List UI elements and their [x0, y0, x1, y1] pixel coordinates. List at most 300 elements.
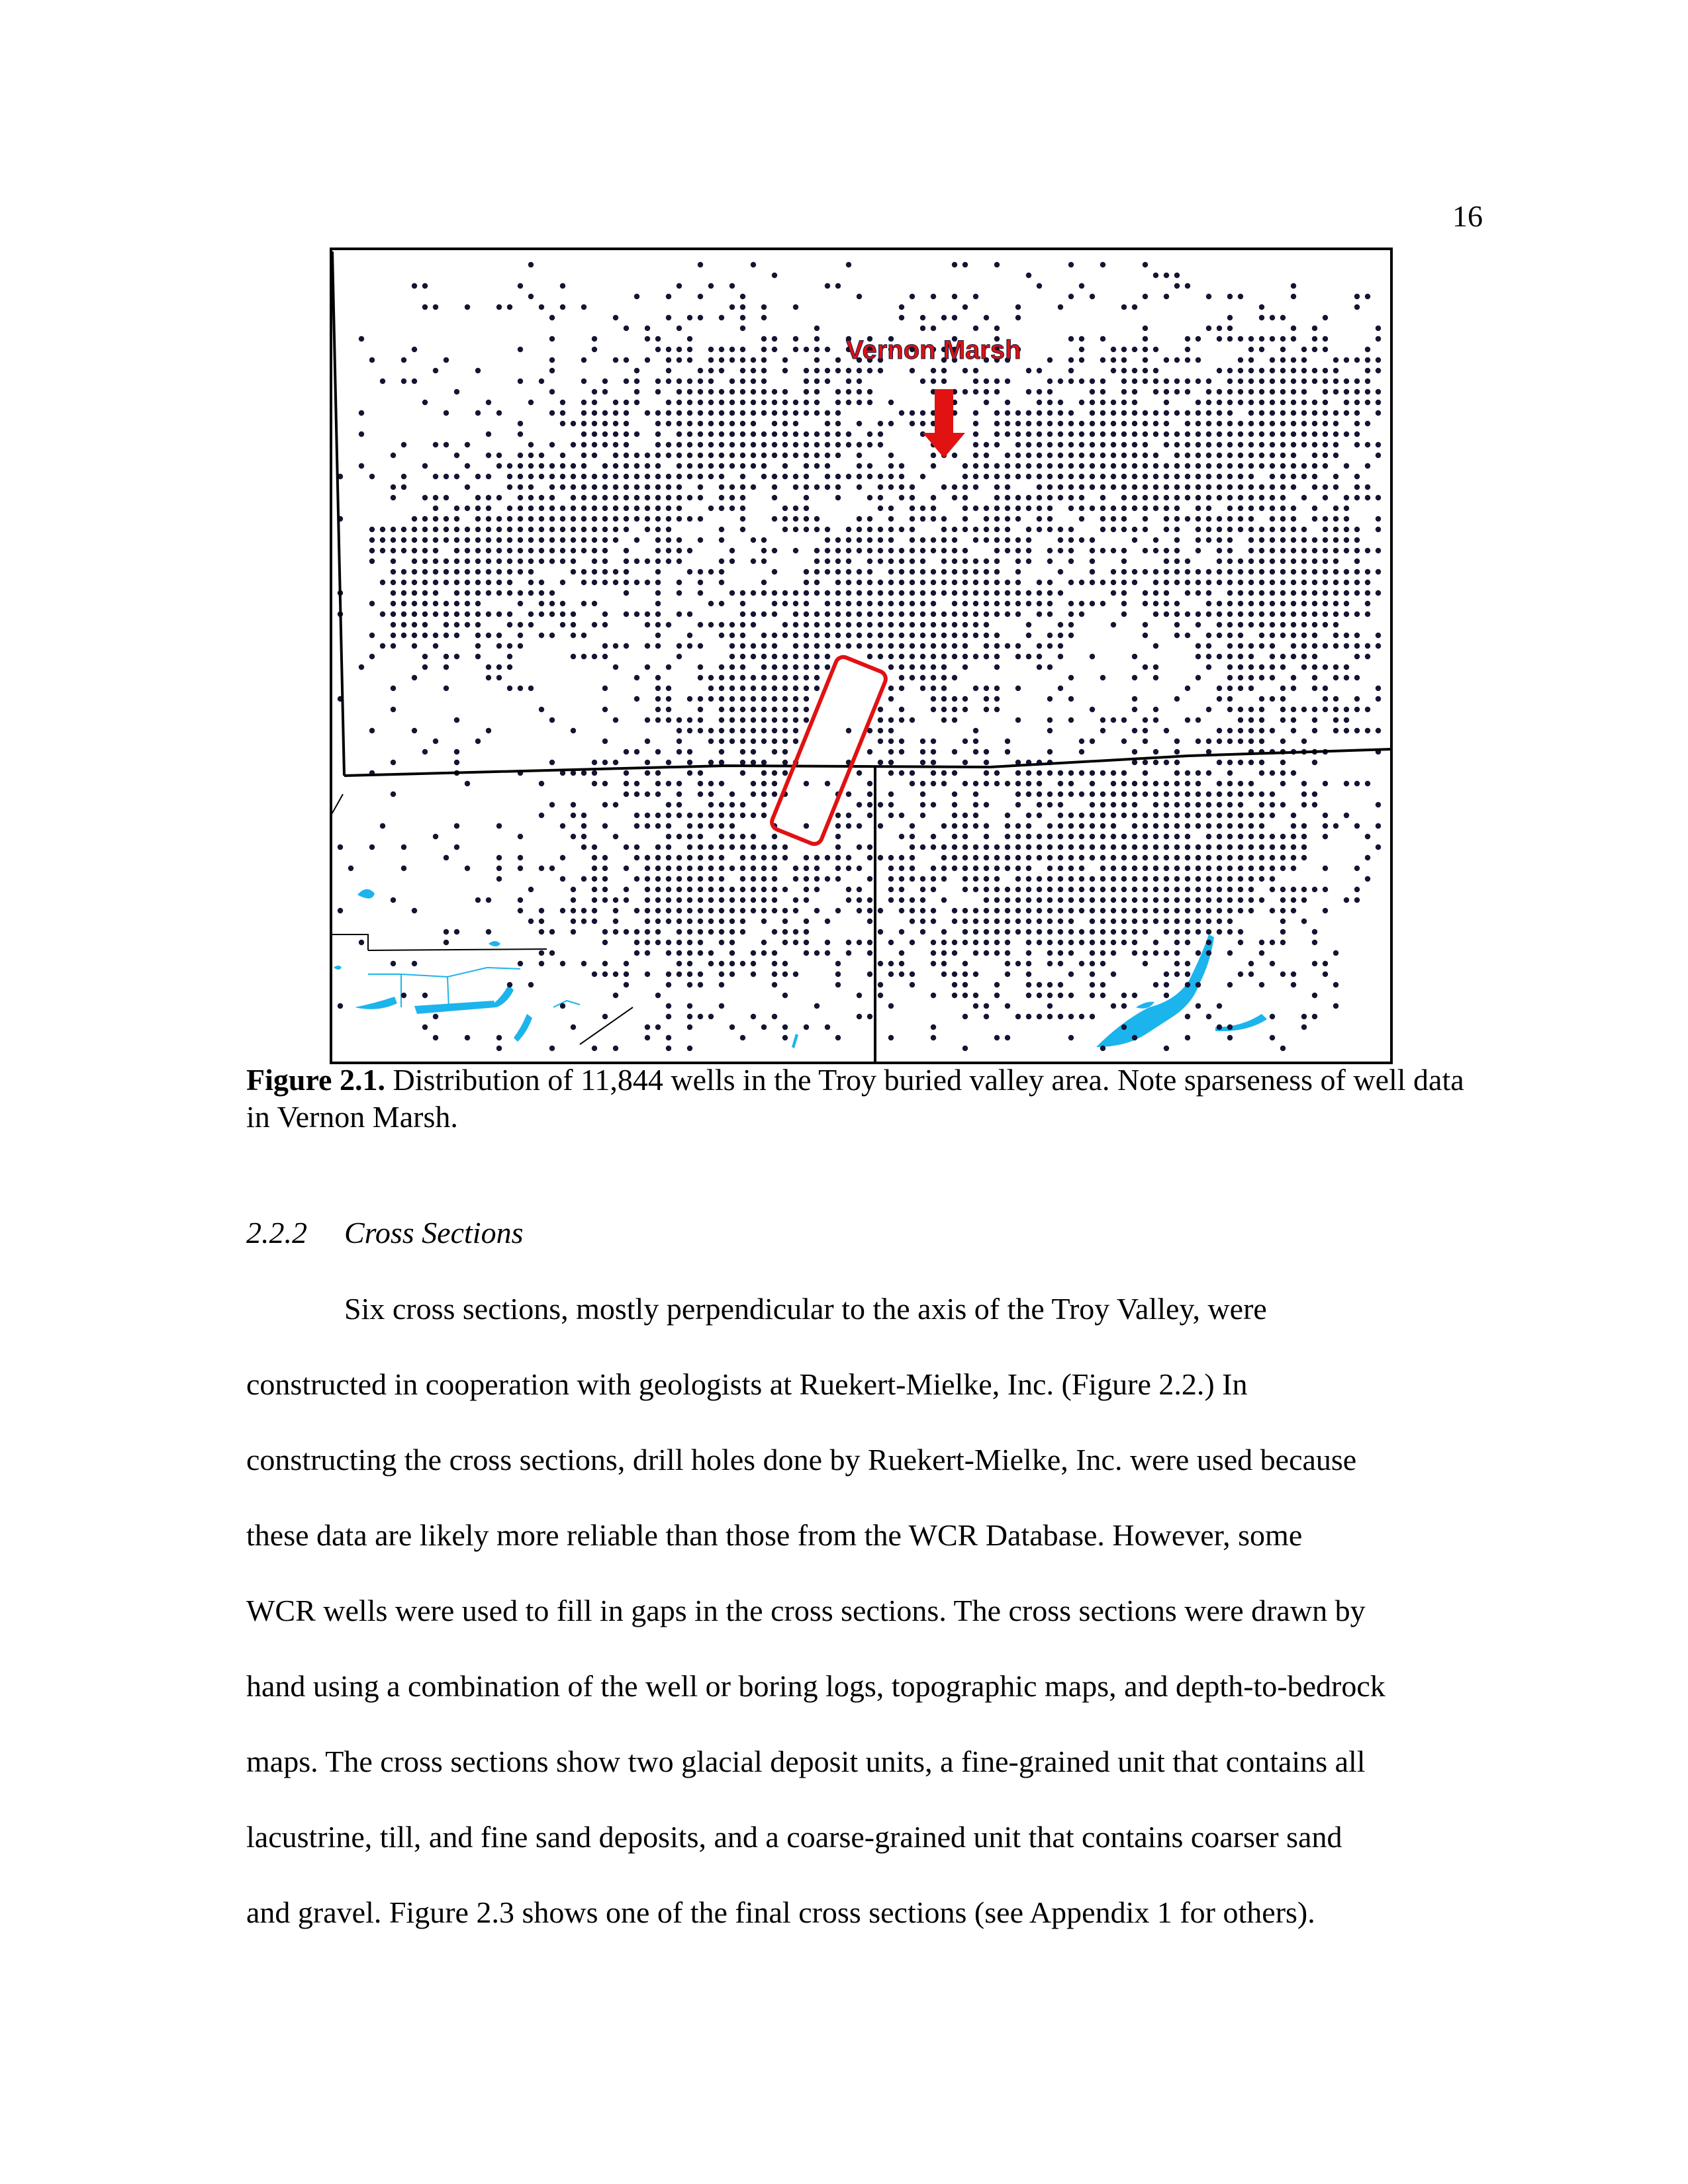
well-point: [549, 590, 555, 596]
well-point: [1121, 516, 1127, 522]
well-point: [984, 612, 989, 617]
well-point: [677, 739, 682, 744]
well-point: [549, 527, 555, 532]
well-point: [1248, 686, 1254, 691]
well-point: [687, 813, 692, 818]
well-point: [1174, 516, 1180, 522]
well-point: [1365, 569, 1370, 574]
well-point: [1259, 368, 1264, 373]
well-point: [380, 612, 385, 617]
well-point: [592, 453, 597, 458]
well-point: [1280, 357, 1286, 363]
well-point: [1100, 1046, 1105, 1051]
well-point: [1005, 506, 1010, 511]
well-point: [1185, 1014, 1190, 1019]
well-point: [1047, 940, 1053, 945]
well-point: [1206, 897, 1211, 903]
well-point: [814, 664, 820, 670]
well-point: [444, 410, 449, 416]
well-point: [634, 855, 639, 860]
well-point: [920, 887, 925, 892]
well-point: [518, 686, 523, 691]
well-point: [804, 781, 809, 786]
well-point: [687, 929, 692, 934]
well-point: [941, 580, 947, 585]
well-point: [1248, 866, 1254, 871]
well-point: [1270, 696, 1275, 702]
well-point: [486, 929, 491, 934]
well-point: [1270, 432, 1275, 437]
well-point: [1227, 834, 1233, 839]
well-point: [444, 537, 449, 543]
well-point: [1238, 633, 1243, 638]
well-point: [1301, 1014, 1307, 1019]
well-point: [1047, 897, 1053, 903]
well-point: [1100, 982, 1105, 987]
well-point: [920, 633, 925, 638]
well-point: [655, 495, 661, 500]
well-point: [888, 739, 894, 744]
well-point: [1238, 940, 1243, 945]
well-point: [1206, 432, 1211, 437]
well-point: [698, 876, 703, 882]
well-point: [761, 696, 767, 702]
well-point: [719, 887, 724, 892]
well-point: [369, 527, 375, 532]
well-point: [1259, 442, 1264, 447]
well-point: [708, 601, 714, 606]
well-point: [518, 908, 523, 913]
well-point: [549, 357, 555, 363]
well-point: [666, 707, 671, 712]
well-point: [571, 728, 576, 733]
well-point: [1301, 410, 1307, 416]
well-point: [899, 950, 904, 956]
well-point: [1259, 389, 1264, 394]
well-point: [984, 940, 989, 945]
well-point: [1143, 919, 1148, 924]
well-point: [1068, 770, 1074, 776]
well-point: [475, 368, 481, 373]
well-point: [1121, 453, 1127, 458]
well-point: [1217, 1003, 1222, 1009]
well-point: [1005, 463, 1010, 469]
well-point: [391, 760, 396, 765]
well-point: [581, 654, 586, 659]
well-point: [952, 590, 957, 596]
well-point: [677, 643, 682, 649]
well-point: [931, 1035, 936, 1040]
well-point: [729, 484, 735, 490]
well-point: [1143, 950, 1148, 956]
well-point: [645, 643, 650, 649]
well-point: [592, 781, 597, 786]
well-point: [867, 474, 872, 479]
well-point: [1174, 453, 1180, 458]
well-point: [1248, 675, 1254, 680]
well-point: [962, 696, 968, 702]
well-point: [1068, 612, 1074, 617]
well-point: [677, 887, 682, 892]
well-point: [899, 559, 904, 564]
well-point: [772, 400, 777, 405]
well-point: [1100, 484, 1105, 490]
well-point: [1100, 389, 1105, 394]
well-point: [888, 400, 894, 405]
well-point: [857, 897, 862, 903]
well-point: [1037, 792, 1042, 797]
well-point: [761, 315, 767, 320]
well-point: [994, 654, 1000, 659]
well-point: [1344, 389, 1349, 394]
well-point: [422, 463, 428, 469]
well-point: [1323, 834, 1328, 839]
well-point: [729, 972, 735, 977]
well-point: [1058, 379, 1063, 384]
well-point: [1090, 410, 1095, 416]
well-point: [814, 866, 820, 871]
arrow-shaft: [935, 389, 953, 434]
well-point: [941, 643, 947, 649]
well-point: [899, 569, 904, 574]
well-point: [1164, 474, 1169, 479]
well-point: [1143, 908, 1148, 913]
well-point: [1037, 463, 1042, 469]
well-point: [941, 961, 947, 966]
well-point: [772, 421, 777, 426]
well-point: [549, 717, 555, 723]
well-point: [1323, 453, 1328, 458]
well-point: [984, 866, 989, 871]
well-point: [698, 484, 703, 490]
well-point: [560, 612, 565, 617]
well-point: [857, 400, 862, 405]
well-point: [1100, 580, 1105, 585]
well-point: [1090, 432, 1095, 437]
well-point: [602, 516, 608, 522]
well-point: [729, 357, 735, 363]
well-point: [1058, 897, 1063, 903]
well-point: [1270, 855, 1275, 860]
well-point: [1270, 379, 1275, 384]
well-point: [507, 527, 512, 532]
well-point: [952, 612, 957, 617]
well-point: [1047, 717, 1053, 723]
well-point: [1227, 781, 1233, 786]
well-point: [888, 474, 894, 479]
well-point: [1344, 400, 1349, 405]
well-point: [1153, 410, 1158, 416]
well-point: [751, 834, 756, 839]
well-point: [1143, 495, 1148, 500]
well-point: [465, 537, 470, 543]
well-point: [1291, 559, 1296, 564]
well-point: [867, 495, 872, 500]
well-point: [1111, 569, 1116, 574]
well-point: [613, 897, 618, 903]
well-point: [1270, 940, 1275, 945]
well-point: [1227, 866, 1233, 871]
well-point: [687, 961, 692, 966]
well-point: [624, 569, 629, 574]
well-point: [624, 400, 629, 405]
well-point: [1111, 940, 1116, 945]
well-point: [1291, 283, 1296, 289]
well-point: [1312, 336, 1317, 341]
well-point: [1174, 792, 1180, 797]
well-point: [1301, 474, 1307, 479]
well-point: [1270, 654, 1275, 659]
well-point: [433, 569, 438, 574]
well-point: [867, 749, 872, 754]
well-point: [1270, 728, 1275, 733]
well-point: [867, 569, 872, 574]
well-point: [1280, 866, 1286, 871]
well-point: [1270, 516, 1275, 522]
well-point: [677, 866, 682, 871]
well-point: [1015, 516, 1021, 522]
well-point: [1227, 442, 1233, 447]
well-point: [1238, 336, 1243, 341]
well-point: [835, 283, 841, 289]
well-point: [433, 442, 438, 447]
well-point: [687, 347, 692, 352]
well-point: [761, 410, 767, 416]
well-point: [518, 484, 523, 490]
well-point: [846, 887, 851, 892]
well-point: [1153, 897, 1158, 903]
well-point: [634, 844, 639, 850]
well-point: [931, 675, 936, 680]
well-point: [1248, 622, 1254, 627]
well-point: [1079, 876, 1084, 882]
well-point: [602, 580, 608, 585]
well-point: [1153, 908, 1158, 913]
well-point: [994, 866, 1000, 871]
well-point: [740, 421, 745, 426]
well-point: [1312, 887, 1317, 892]
well-point: [761, 400, 767, 405]
well-point: [761, 802, 767, 807]
well-point: [1100, 823, 1105, 829]
well-point: [708, 283, 714, 289]
well-point: [1100, 728, 1105, 733]
well-point: [899, 961, 904, 966]
well-point: [624, 972, 629, 977]
well-point: [846, 792, 851, 797]
well-point: [1026, 421, 1031, 426]
well-point: [729, 590, 735, 596]
well-point: [920, 686, 925, 691]
well-point: [1365, 400, 1370, 405]
well-point: [380, 548, 385, 553]
well-point: [1217, 463, 1222, 469]
well-point: [1079, 357, 1084, 363]
well-point: [920, 315, 925, 320]
well-point: [560, 823, 565, 829]
well-point: [952, 569, 957, 574]
well-point: [1344, 590, 1349, 596]
well-point: [1026, 368, 1031, 373]
well-point: [634, 749, 639, 754]
well-point: [1153, 749, 1158, 754]
well-point: [751, 484, 756, 490]
well-point: [655, 590, 661, 596]
well-point: [804, 707, 809, 712]
well-point: [1376, 368, 1381, 373]
well-point: [761, 432, 767, 437]
well-point: [835, 601, 841, 606]
well-point: [1132, 887, 1137, 892]
well-point: [719, 908, 724, 913]
well-point: [1217, 421, 1222, 426]
well-point: [1111, 855, 1116, 860]
well-point: [1079, 929, 1084, 934]
well-point: [687, 389, 692, 394]
well-point: [952, 601, 957, 606]
well-point: [1365, 442, 1370, 447]
well-point: [359, 940, 364, 945]
well-point: [1248, 537, 1254, 543]
well-point: [1026, 537, 1031, 543]
well-point: [507, 516, 512, 522]
well-point: [1217, 887, 1222, 892]
well-point: [1227, 622, 1233, 627]
well-point: [962, 887, 968, 892]
well-point: [1143, 368, 1148, 373]
well-point: [729, 908, 735, 913]
well-point: [528, 463, 534, 469]
well-point: [666, 887, 671, 892]
well-point: [1206, 506, 1211, 511]
well-point: [814, 675, 820, 680]
well-point: [698, 728, 703, 733]
well-point: [1111, 590, 1116, 596]
well-point: [952, 707, 957, 712]
well-point: [962, 855, 968, 860]
well-point: [878, 548, 883, 553]
well-point: [1121, 739, 1127, 744]
well-point: [793, 876, 798, 882]
well-point: [571, 506, 576, 511]
well-point: [1185, 897, 1190, 903]
well-point: [1153, 569, 1158, 574]
well-point: [931, 844, 936, 850]
well-point: [634, 940, 639, 945]
well-point: [952, 823, 957, 829]
well-point: [1238, 792, 1243, 797]
well-point: [1196, 717, 1201, 723]
well-point: [1058, 569, 1063, 574]
well-point: [1174, 379, 1180, 384]
well-point: [910, 855, 915, 860]
well-point: [1164, 982, 1169, 987]
well-point: [1015, 304, 1021, 310]
well-point: [973, 537, 978, 543]
well-point: [867, 855, 872, 860]
well-point: [1047, 876, 1053, 882]
well-point: [1037, 410, 1042, 416]
well-point: [602, 972, 608, 977]
well-point: [624, 474, 629, 479]
well-point: [1037, 601, 1042, 606]
well-point: [677, 972, 682, 977]
well-point: [941, 548, 947, 553]
well-point: [592, 421, 597, 426]
well-point: [1217, 622, 1222, 627]
well-point: [613, 474, 618, 479]
well-point: [1037, 802, 1042, 807]
well-point: [1291, 516, 1296, 522]
well-point: [1174, 537, 1180, 543]
well-point: [412, 643, 417, 649]
well-point: [359, 664, 364, 670]
well-point: [444, 940, 449, 945]
well-point: [613, 410, 618, 416]
well-point: [624, 432, 629, 437]
well-point: [666, 495, 671, 500]
well-point: [761, 940, 767, 945]
well-point: [814, 336, 820, 341]
well-point: [1174, 548, 1180, 553]
well-point: [369, 357, 375, 363]
well-point: [1164, 792, 1169, 797]
well-point: [1259, 569, 1264, 574]
well-point: [729, 823, 735, 829]
well-point: [475, 527, 481, 532]
well-point: [1068, 474, 1074, 479]
well-point: [899, 686, 904, 691]
well-point: [1026, 897, 1031, 903]
well-point: [1196, 410, 1201, 416]
well-point: [698, 813, 703, 818]
well-point: [539, 527, 544, 532]
well-point: [1153, 421, 1158, 426]
well-point: [518, 548, 523, 553]
well-point: [655, 1024, 661, 1030]
well-point: [1323, 389, 1328, 394]
well-point: [1058, 908, 1063, 913]
well-point: [1376, 400, 1381, 405]
well-point: [602, 410, 608, 416]
well-point: [624, 548, 629, 553]
well-point: [634, 781, 639, 786]
well-point: [888, 1035, 894, 1040]
well-point: [1090, 834, 1095, 839]
well-point: [772, 887, 777, 892]
well-point: [433, 643, 438, 649]
well-point: [920, 781, 925, 786]
well-point: [941, 590, 947, 596]
well-point: [465, 622, 470, 627]
well-point: [687, 972, 692, 977]
well-point: [973, 601, 978, 606]
well-point: [624, 982, 629, 987]
well-point: [1015, 802, 1021, 807]
well-point: [369, 601, 375, 606]
well-point: [814, 612, 820, 617]
well-point: [708, 696, 714, 702]
well-point: [1005, 972, 1010, 977]
well-point: [931, 590, 936, 596]
well-point: [666, 400, 671, 405]
well-point: [1132, 866, 1137, 871]
well-point: [1270, 474, 1275, 479]
well-point: [1238, 876, 1243, 882]
well-point: [677, 516, 682, 522]
well-point: [1121, 357, 1127, 363]
well-point: [1090, 389, 1095, 394]
